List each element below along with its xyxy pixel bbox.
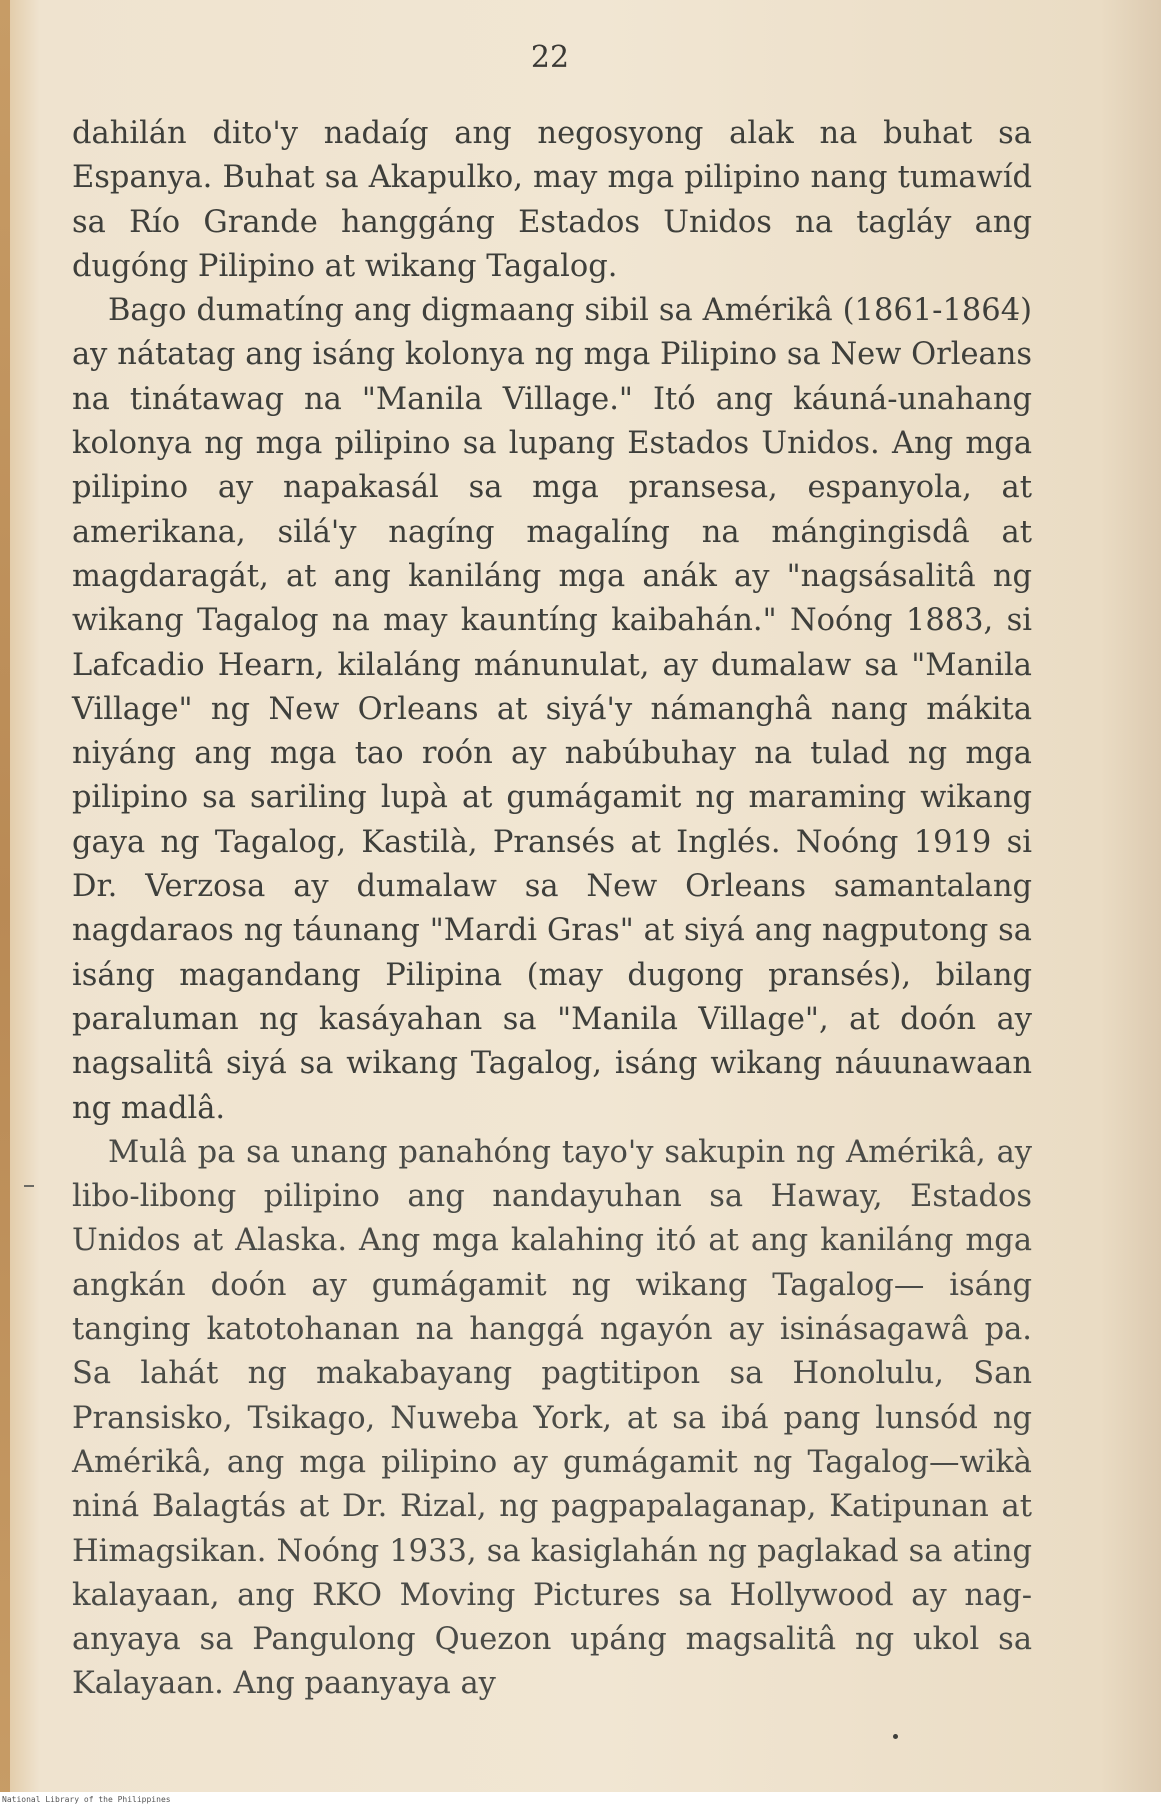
page-number: 22 (530, 40, 570, 75)
ink-dot-mark (893, 1734, 898, 1739)
paragraph-continued: dahilán dito'y nadaíg ang negosyong alak na buhat sa Espanya. Buhat sa Akapulko, may mga pilipino nang tumawíd sa Río Grande hanggáng Estados Unidos na tagláy ang dugóng Pilipino at wikang Tagalog. (72, 116, 1032, 284)
library-credit: National Library of the Philippines (2, 1795, 171, 1804)
page-binding-edge (0, 0, 10, 1808)
body-text (72, 112, 1032, 1707)
paragraph-manila-village: Bago dumatíng ang digmaang sibil sa Amérikâ (1861-1864) ay nátatag ang isáng kolonya ng mga Pilipino sa New Orleans na tinátawag na "Manila Village." Itó ang káuná-unahang kolonya ng mga pilipino sa lupang Estados Unidos. Ang mga pilipino ay napakasál sa mga pransesa, espanyola, at amerikana, silá'y nagíng magalíng na mángingisdâ at magdaragát, at ang kaniláng mga anák ay "nagsásalitâ ng wikang Tagalog na may kauntíng kaibahán." Noóng 1883, si Lafcadio Hearn, kilaláng mánunulat, ay dumalaw sa "Manila Village" ng New Orleans at siyá'y námanghâ nang mákita niyáng ang mga tao roón ay nabúbuhay na tulad ng mga pilipino sa sariling lupà at gumágamit ng maraming wikang gaya ng Tagalog, Kastilà, Pransés at Inglés. Noóng 1919 si Dr. Verzosa ay dumalaw sa New Orleans samantalang nagdaraos ng táunang "Mardi Gras" at siyá ang nagputong sa isáng magandang Pilipina (may dugong pransés), bilang paraluman ng kasáyahan sa "Manila Village", at doón ay nagsalitâ siyá sa wikang Tagalog, isáng wikang náuunawaan ng madlâ. (72, 293, 1032, 1126)
footer-strip (0, 1792, 1161, 1808)
paragraph-migration: Mulâ pa sa unang panahóng tayo'y sakupin ng Amérikâ, ay libo-libong pilipino ang nandayuhan sa Haway, Estados Unidos at Alaska. Ang mga kalahing itó at ang kaniláng mga angkán doón ay gumágamit ng wikang Tagalog— isáng tanging katotohanan na hanggá ngayón ay isinásagawâ pa. Sa lahát ng makabayang pagtitipon sa Honolulu, San Pransisko, Tsikago, Nuweba York, at sa ibá pang lunsód ng Amérikâ, ang mga pilipino ay gumágamit ng Tagalog—wikà niná Balagtás at Dr. Rizal, ng pagpapalaganap, Katipunan at Himagsikan. Noóng 1933, sa kasiglahán ng paglakad sa ating kalayaan, ang RKO Moving Pictures sa Hollywood ay nag-anyaya sa Pangulong Quezon upáng magsalitâ ng ukol sa Kalayaan. Ang paanyaya ay (72, 1134, 1032, 1702)
margin-dash-mark (24, 1185, 34, 1187)
